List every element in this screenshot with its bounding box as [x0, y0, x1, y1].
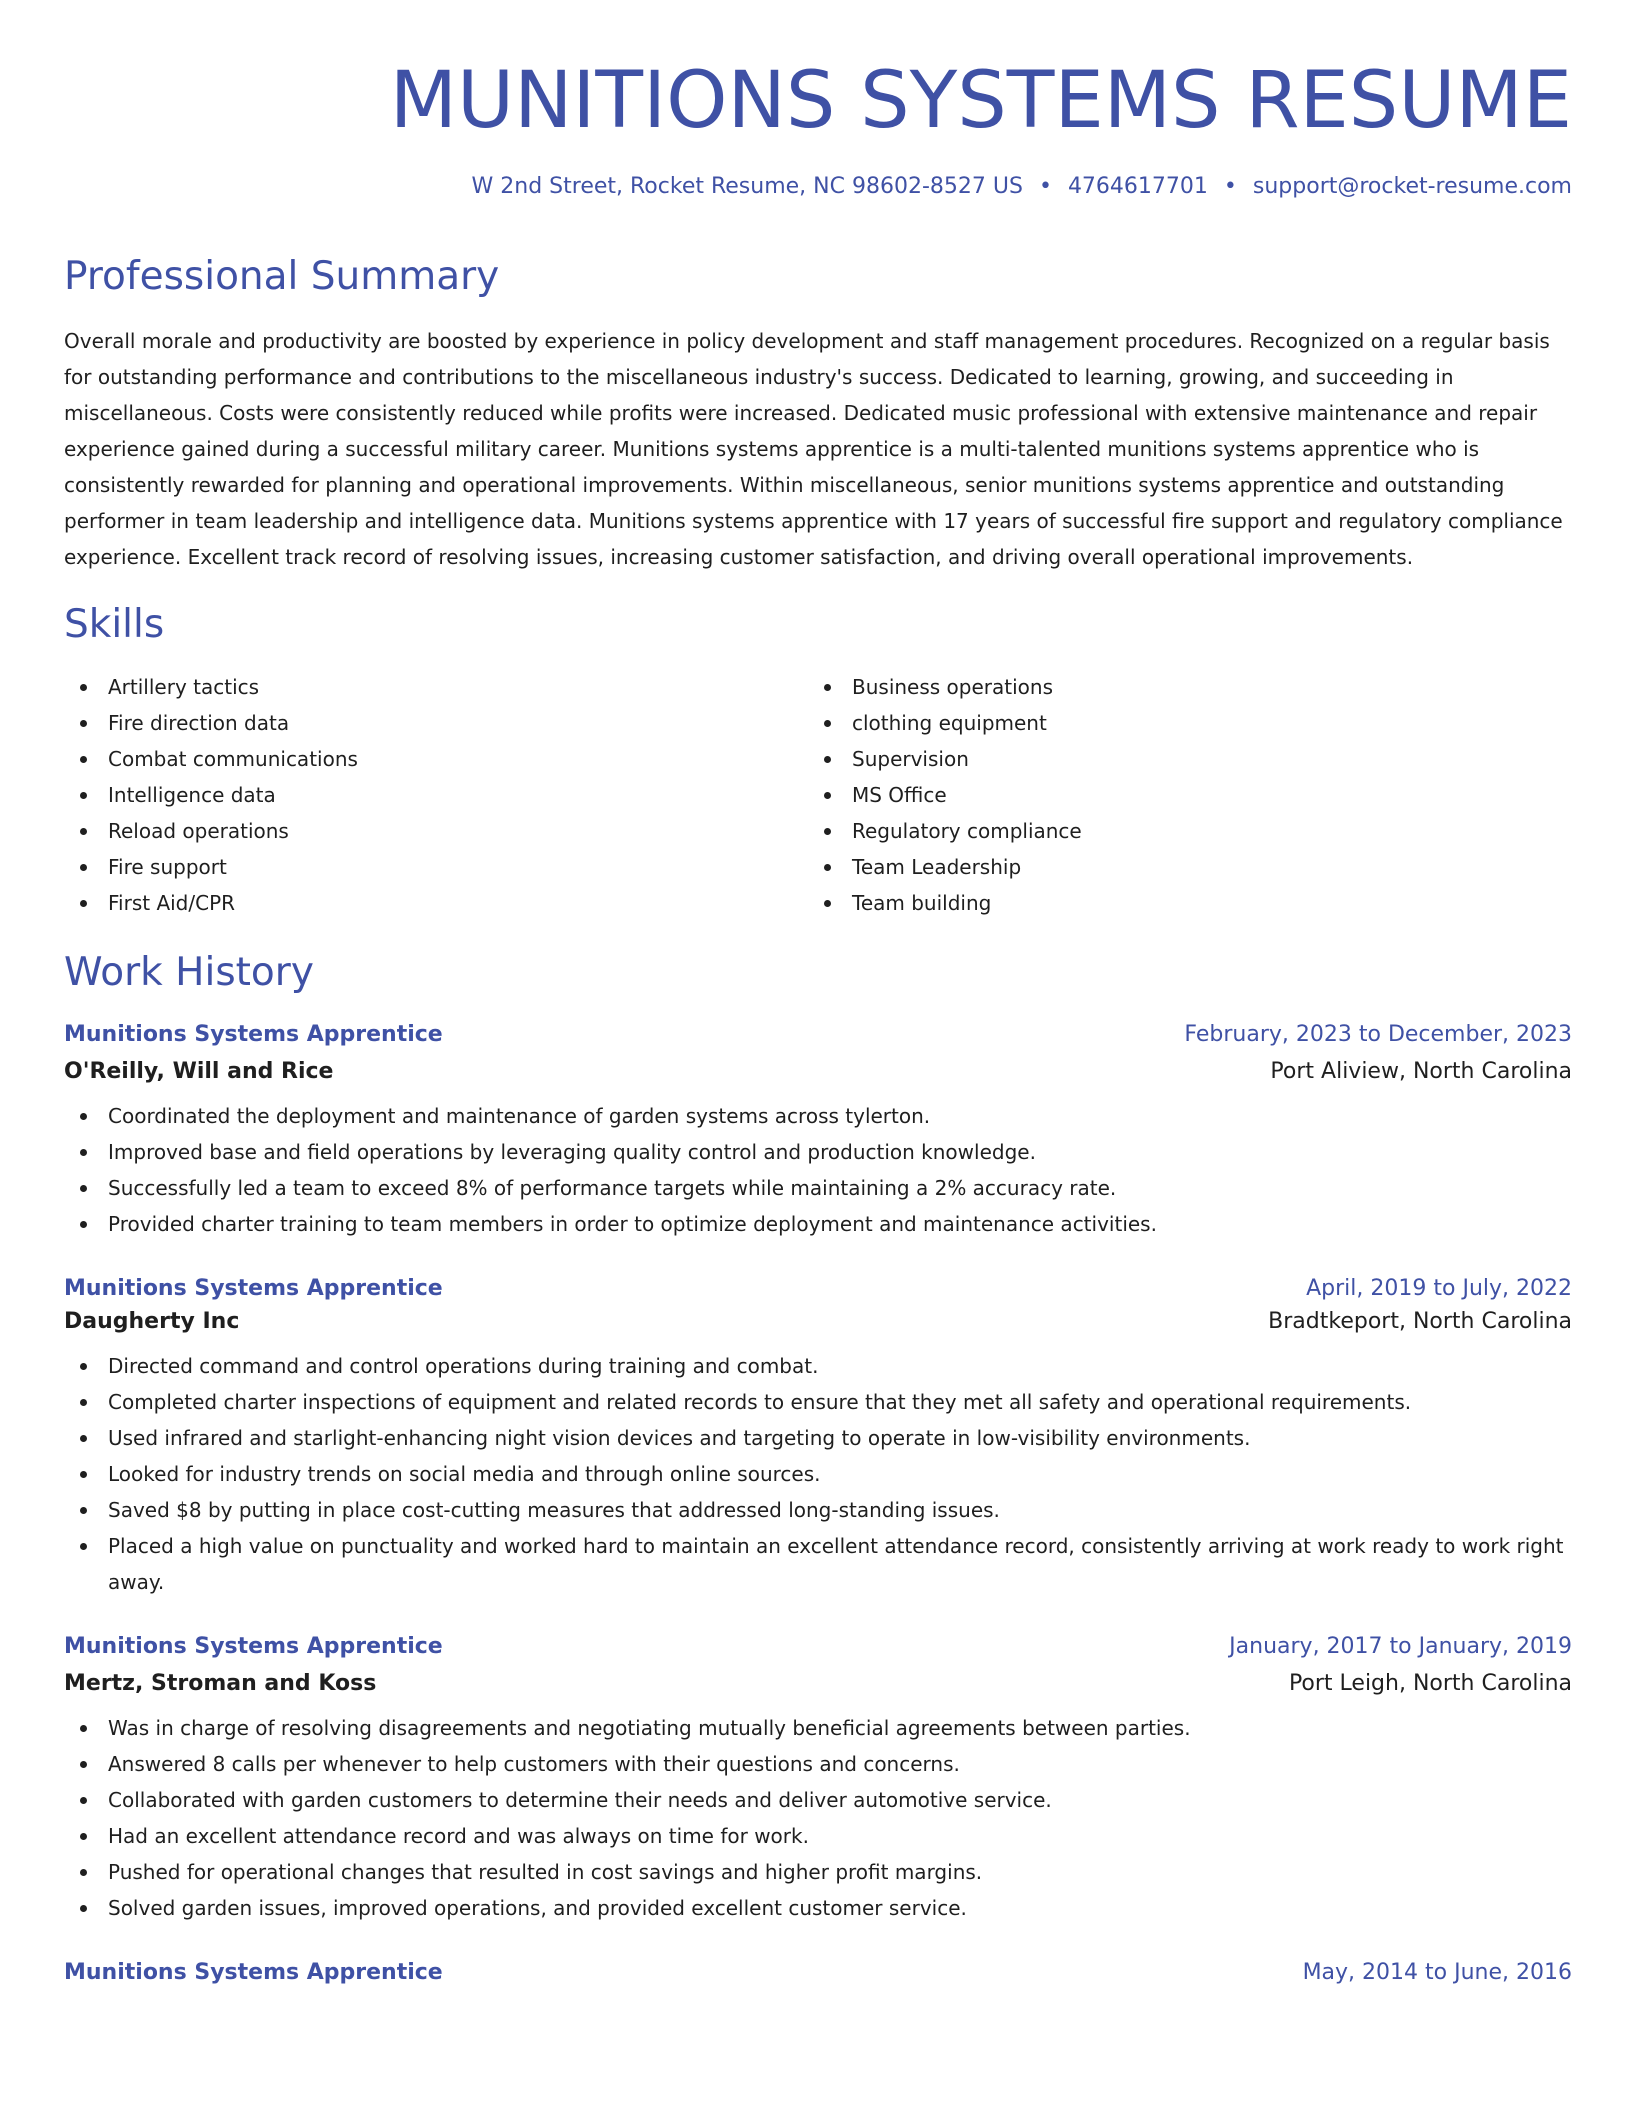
job-duty: Improved base and field operations by leveraging quality control and production knowledge. — [64, 1134, 1572, 1170]
contact-line — [64, 174, 1572, 199]
job-duty: Answered 8 calls per whenever to help customers with their questions and concerns. — [64, 1746, 1572, 1782]
skills-list-left — [64, 669, 808, 921]
job-duty: Solved garden issues, improved operations, and provided excellent customer service. — [64, 1890, 1572, 1926]
contact-phone: 4764617701 — [1067, 174, 1208, 199]
skill-item: Business operations — [808, 669, 1552, 705]
skill-item: Combat communications — [64, 741, 808, 777]
job-header-row — [64, 1960, 1572, 1985]
work-history-section — [64, 950, 1572, 1985]
job-duty: Pushed for operational changes that resulted in cost savings and higher profit margins. — [64, 1854, 1572, 1890]
job-dates: April, 2019 to July, 2022 — [1306, 1276, 1572, 1301]
job-duties — [64, 1098, 1572, 1242]
skill-item: Reload operations — [64, 813, 808, 849]
job-duty: Completed charter inspections of equipment and related records to ensure that they met all safety and operational requirements. — [64, 1384, 1572, 1420]
job-title: Munitions Systems Apprentice — [64, 1634, 443, 1659]
skills-list-right — [808, 669, 1552, 921]
skills-heading: Skills — [64, 602, 165, 647]
skill-item: clothing equipment — [808, 705, 1552, 741]
job-entry — [64, 1276, 1572, 1600]
job-dates: May, 2014 to June, 2016 — [1302, 1960, 1572, 1985]
job-entry — [64, 1022, 1572, 1242]
contact-address: W 2nd Street, Rocket Resume, NC 98602-8527 US — [471, 174, 1023, 199]
job-title: Munitions Systems Apprentice — [64, 1960, 443, 1985]
job-dates: January, 2017 to January, 2019 — [1229, 1634, 1572, 1659]
job-duty: Successfully led a team to exceed 8% of performance targets while maintaining a 2% accuracy rate. — [64, 1170, 1572, 1206]
job-company: Daugherty Inc — [64, 1309, 240, 1334]
contact-separator: • — [1223, 174, 1237, 199]
work-history-heading: Work History — [64, 950, 314, 995]
skill-item: Team Leadership — [808, 849, 1552, 885]
job-entry — [64, 1960, 1572, 1985]
job-header-row — [64, 1276, 1572, 1301]
resume-header — [64, 0, 1572, 199]
job-location: Bradtkeport, North Carolina — [1268, 1309, 1572, 1334]
job-duties — [64, 1710, 1572, 1926]
job-dates: February, 2023 to December, 2023 — [1184, 1022, 1572, 1047]
job-company-row — [64, 1059, 1572, 1084]
job-location: Port Aliview, North Carolina — [1270, 1059, 1572, 1084]
job-header-row — [64, 1634, 1572, 1659]
job-duty: Looked for industry trends on social media and through online sources. — [64, 1456, 1572, 1492]
skill-item: Fire direction data — [64, 705, 808, 741]
job-duty: Had an excellent attendance record and was always on time for work. — [64, 1818, 1572, 1854]
job-location: Port Leigh, North Carolina — [1288, 1671, 1572, 1696]
skill-item: Supervision — [808, 741, 1552, 777]
job-duties — [64, 1348, 1572, 1600]
skill-item: Regulatory compliance — [808, 813, 1552, 849]
summary-heading: Professional Summary — [64, 254, 500, 299]
job-duty: Collaborated with garden customers to determine their needs and deliver automotive service. — [64, 1782, 1572, 1818]
skill-item: First Aid/CPR — [64, 885, 808, 921]
job-title: Munitions Systems Apprentice — [64, 1022, 443, 1047]
skill-item: Team building — [808, 885, 1552, 921]
resume-title: MUNITIONS SYSTEMS RESUME — [389, 56, 1572, 146]
skill-item: Fire support — [64, 849, 808, 885]
job-duty: Coordinated the deployment and maintenance of garden systems across tylerton. — [64, 1098, 1572, 1134]
job-duty: Provided charter training to team members in order to optimize deployment and maintenance activities. — [64, 1206, 1572, 1242]
skills-columns — [64, 669, 1572, 921]
skills-section — [64, 602, 1572, 921]
job-company-row — [64, 1671, 1572, 1696]
job-duty: Placed a high value on punctuality and worked hard to maintain an excellent attendance record, consistently arriving at work ready to work right away. — [64, 1528, 1572, 1600]
job-header-row — [64, 1022, 1572, 1047]
job-company: O'Reilly, Will and Rice — [64, 1059, 334, 1084]
skill-item: Artillery tactics — [64, 669, 808, 705]
job-title: Munitions Systems Apprentice — [64, 1276, 443, 1301]
skill-item: MS Office — [808, 777, 1552, 813]
job-duty: Was in charge of resolving disagreements and negotiating mutually beneficial agreements between parties. — [64, 1710, 1572, 1746]
skill-item: Intelligence data — [64, 777, 808, 813]
resume-page — [64, 0, 1572, 1985]
summary-text: Overall morale and productivity are boosted by experience in policy development and staff management procedures. Recognized on a regular basis for outstanding performance and contributions to the miscellaneous industry's success. Dedicated to learning, growing, and succeeding in miscellaneous. Costs were consistently reduced while profits were increased. Dedicated music professional with extensive maintenance and repair experience gained during a successful military career. Munitions systems apprentice is a multi-talented munitions systems apprentice who is consistently rewarded for planning and operational improvements. Within miscellaneous, senior munitions systems apprentice and outstanding performer in team leadership and intelligence data. Munitions systems apprentice with 17 years of successful fire support and regulatory compliance experience. Excellent track record of resolving issues, increasing customer satisfaction, and driving overall operational improvements. — [64, 329, 1563, 569]
job-entry — [64, 1634, 1572, 1926]
job-company-row — [64, 1309, 1572, 1334]
job-duty: Directed command and control operations during training and combat. — [64, 1348, 1572, 1384]
summary-section — [64, 254, 1572, 575]
job-company: Mertz, Stroman and Koss — [64, 1671, 377, 1696]
job-duty: Saved $8 by putting in place cost-cutting measures that addressed long-standing issues. — [64, 1492, 1572, 1528]
contact-email[interactable]: support@rocket-resume.com — [1252, 174, 1572, 199]
job-duty: Used infrared and starlight-enhancing night vision devices and targeting to operate in low-visibility environments. — [64, 1420, 1572, 1456]
contact-separator: • — [1038, 174, 1052, 199]
